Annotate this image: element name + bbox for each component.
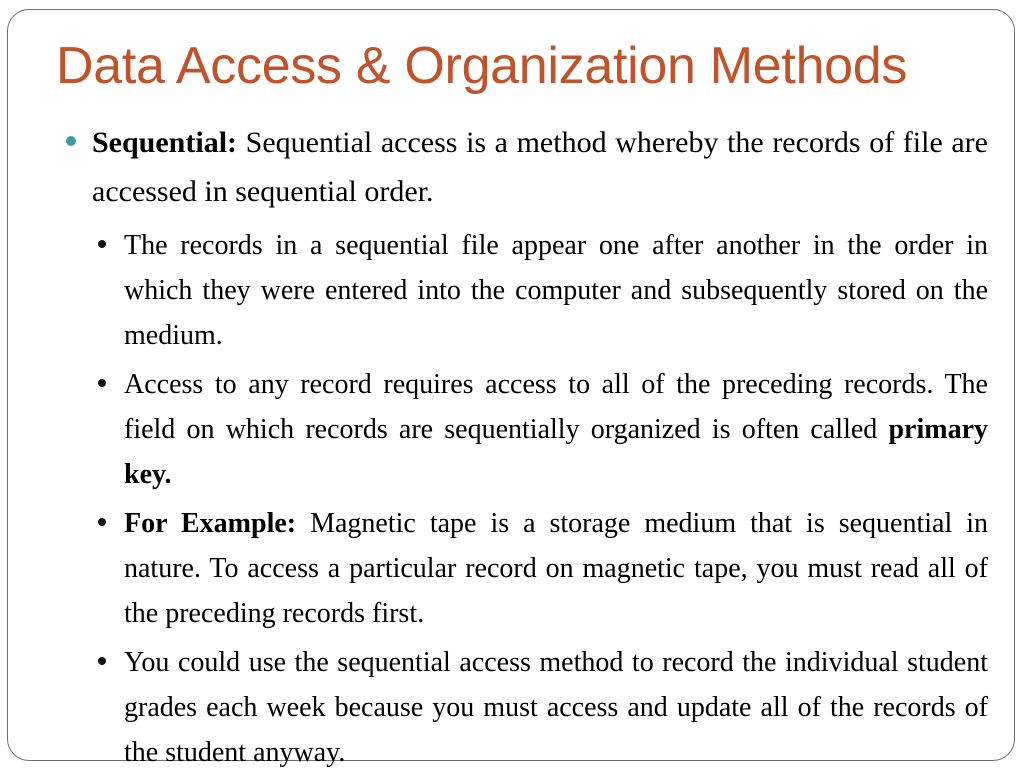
- sub-bullet-primary-key: [98, 362, 988, 497]
- slide-frame: [7, 9, 1015, 768]
- bullet-dot-icon: [98, 379, 106, 387]
- bullet-dot-icon: [66, 136, 76, 146]
- slide-title: Data Access & Organization Methods: [56, 37, 908, 95]
- bullet-dot-icon: [98, 657, 106, 665]
- slide-body: [66, 118, 988, 779]
- bullet-text: Sequential access is a method whereby the records of file are accessed in sequential order.: [92, 126, 988, 208]
- bullet-lead: For Example:: [124, 508, 297, 539]
- bullet-bold-term: primary key.: [124, 414, 988, 490]
- sub-bullet-example: [98, 501, 988, 636]
- bullet-text: You could use the sequential access method to record the individual student grades each week because you must access and update all of the records of the student anyway.: [124, 647, 988, 768]
- bullet-sequential: [66, 118, 988, 216]
- bullet-text: The records in a sequential file appear one after another in the order in which they were entered into the computer and subsequently stored on the medium.: [124, 230, 988, 351]
- sub-bullet-student-grades: [98, 640, 988, 775]
- bullet-text: Magnetic tape is a storage medium that is sequential in nature. To access a particular record on magnetic tape, you must read all of the preceding records first.: [124, 508, 988, 629]
- bullet-dot-icon: [98, 518, 106, 526]
- bullet-dot-icon: [98, 240, 106, 248]
- sub-bullet-records-order: [98, 223, 988, 358]
- bullet-text: Access to any record requires access to all of the preceding records. The field on which records are sequentially organized is often called: [124, 369, 988, 445]
- bullet-lead: Sequential:: [92, 126, 238, 159]
